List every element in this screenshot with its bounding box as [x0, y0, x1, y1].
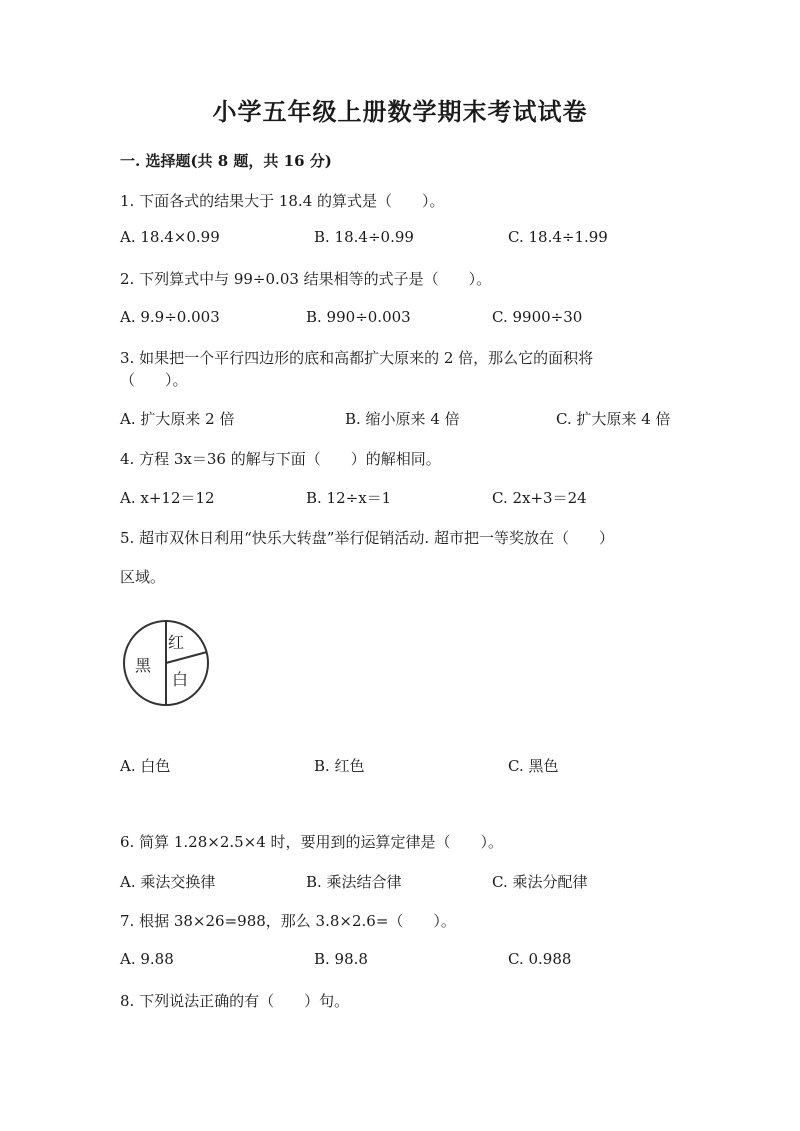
- wheel-label-red: 红: [168, 633, 185, 652]
- q1-option-c: C. 18.4÷1.99: [508, 228, 608, 246]
- q3-option-c: C. 扩大原来 4 倍: [556, 410, 671, 428]
- q4-option-b: B. 12÷x＝1: [306, 489, 392, 507]
- question-5-stem-continued: 区域。: [120, 568, 166, 586]
- section-heading: 一. 选择题(共 8 题，共 16 分): [120, 152, 332, 170]
- q7-option-b: B. 98.8: [314, 950, 368, 968]
- q7-option-c: C. 0.988: [508, 950, 572, 968]
- question-6-stem: 6. 简算 1.28×2.5×4 时，要用到的运算定律是（ ）。: [120, 833, 504, 851]
- question-2-stem: 2. 下列算式中与 99÷0.03 结果相等的式子是（ ）。: [120, 270, 492, 288]
- q4-option-a: A. x+12＝12: [120, 489, 215, 507]
- question-1-stem: 1. 下面各式的结果大于 18.4 的算式是（ ）。: [120, 192, 445, 210]
- q5-option-b: B. 红色: [314, 757, 365, 775]
- question-3-stem: 3. 如果把一个平行四边形的底和高都扩大原来的 2 倍，那么它的面积将: [120, 349, 594, 367]
- q5-option-a: A. 白色: [120, 757, 171, 775]
- q1-option-a: A. 18.4×0.99: [120, 228, 220, 246]
- page-title: 小学五年级上册数学期末考试试卷: [212, 97, 588, 126]
- prize-wheel-diagram: [120, 618, 212, 708]
- q6-option-b: B. 乘法结合律: [306, 873, 402, 891]
- question-8-stem: 8. 下列说法正确的有（ ）句。: [120, 992, 350, 1010]
- q5-option-c: C. 黑色: [508, 757, 559, 775]
- question-4-stem: 4. 方程 3x＝36 的解与下面（ ）的解相同。: [120, 450, 441, 468]
- question-7-stem: 7. 根据 38×26=988，那么 3.8×2.6=（ ）。: [120, 912, 456, 930]
- q3-option-a: A. 扩大原来 2 倍: [120, 410, 235, 428]
- q2-option-a: A. 9.9÷0.003: [120, 308, 220, 326]
- question-5-stem: 5. 超市双休日利用“快乐大转盘”举行促销活动. 超市把一等奖放在（ ）: [120, 529, 614, 547]
- wheel-label-white: 白: [172, 670, 189, 689]
- question-3-stem-continued: （ ）。: [120, 371, 188, 389]
- q6-option-a: A. 乘法交换律: [120, 873, 216, 891]
- q7-option-a: A. 9.88: [120, 950, 174, 968]
- wheel-label-black: 黑: [135, 656, 152, 675]
- q1-option-b: B. 18.4÷0.99: [314, 228, 414, 246]
- q4-option-c: C. 2x+3＝24: [492, 489, 587, 507]
- q3-option-b: B. 缩小原来 4 倍: [345, 410, 460, 428]
- q6-option-c: C. 乘法分配律: [492, 873, 588, 891]
- q2-option-c: C. 9900÷30: [492, 308, 583, 326]
- q2-option-b: B. 990÷0.003: [306, 308, 411, 326]
